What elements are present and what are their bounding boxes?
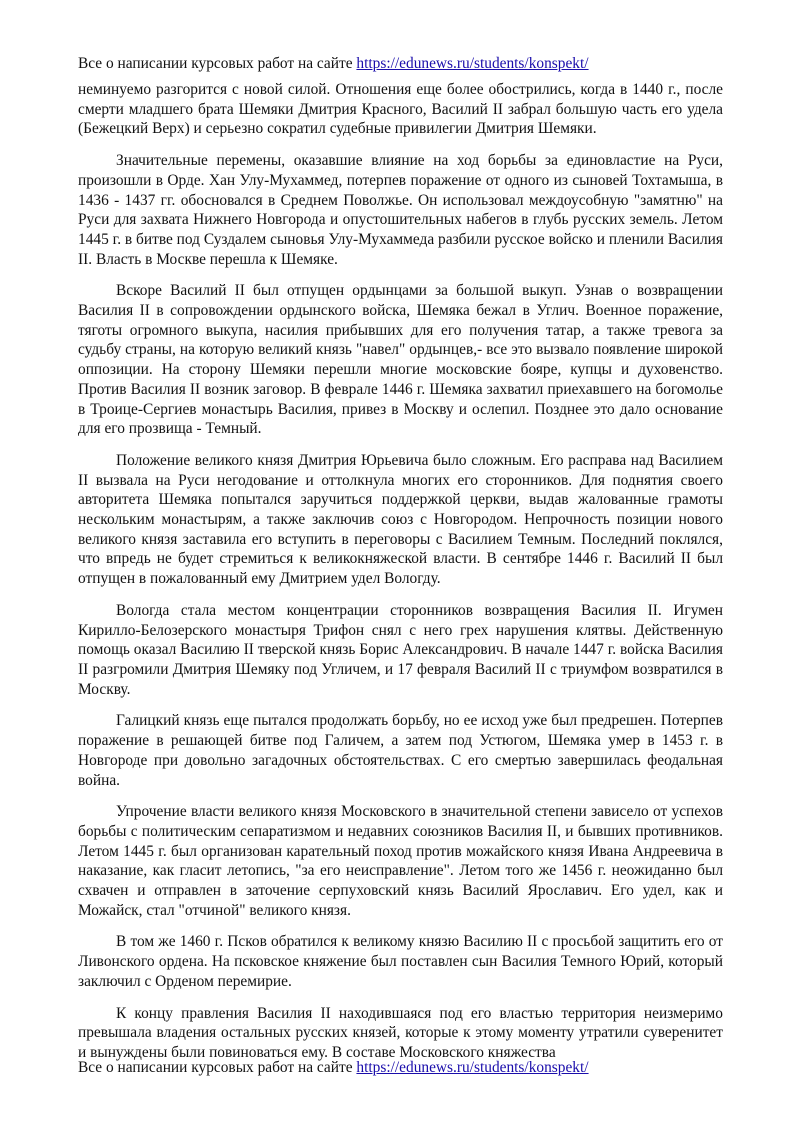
paragraph: К концу правления Василия II находившаяся под его властью территория неизмеримо превышала владения остальных русских князей, которые к этому моменту утратили суверенитет и вынуждены были повиноваться ему. В составе Московского княжества bbox=[78, 1004, 723, 1061]
paragraph: В том же 1460 г. Псков обратился к великому князю Василию II с просьбой защитить его от Ливонского ордена. На псковское княжение был поставлен сын Василия Темного Юрий, который заключил с Орденом перемирие. bbox=[78, 933, 723, 990]
paragraph: Галицкий князь еще пытался продолжать борьбу, но ее исход уже был предрешен. Потерпев поражение в решающей битве под Галичем, а затем под Устюгом, Шемяка умер в 1453 г. в Новгороде при довольно загадочных обстоятельствах. С его смертью завершилась феодальная война. bbox=[78, 712, 723, 789]
document-body bbox=[78, 80, 723, 1063]
footer-link[interactable]: https://edunews.ru/students/konspekt/ bbox=[356, 1059, 589, 1076]
header-text: Все о написании курсовых работ на сайте bbox=[78, 55, 357, 72]
document-page bbox=[78, 54, 723, 1075]
paragraph: Упрочение власти великого князя Московского в значительной степени зависело от успехов борьбы с политическим сепаратизмом и недавних союзников Василия II, и бывших противников. Летом 1445 г. был организован карательный поход против можайского князя Ивана Андреевича в наказание, как гласит летопись, "за его неисправление". Летом того же 1456 г. неожиданно был схвачен и отправлен в заточение серпуховский князь Василий Ярославич. Его удел, как и Можайск, стал "отчиной" великого князя. bbox=[78, 803, 723, 919]
paragraph: Положение великого князя Дмитрия Юрьевича было сложным. Его расправа над Василием II вызвала на Руси негодование и оттолкнула многих его сторонников. Для поднятия своего авторитета Шемяка попытался заручиться поддержкой церкви, выдав жалованные грамоты нескольким монастырям, а также заключив союз с Новгородом. Непрочность позиции нового великого князя заставила его вступить в переговоры с Василием Темным. Последний поклялся, что впредь не будет стремиться к великокняжеской власти. В сентябре 1446 г. Василий II был отпущен в пожалованный ему Дмитрием удел Вологду. bbox=[78, 451, 723, 588]
paragraph: неминуемо разгорится с новой силой. Отношения еще более обострились, когда в 1440 г., после смерти младшего брата Шемяки Дмитрия Красного, Василий II забрал большую часть его удела (Бежецкий Верх) и серьезно сократил судебные привилегии Дмитрия Шемяки. bbox=[78, 81, 723, 138]
header-link[interactable]: https://edunews.ru/students/konspekt/ bbox=[356, 55, 589, 72]
footer-text: Все о написании курсовых работ на сайте bbox=[78, 1059, 357, 1076]
page-header bbox=[78, 54, 723, 73]
paragraph: Значительные перемены, оказавшие влияние на ход борьбы за единовластие на Руси, произошли в Орде. Хан Улу-Мухаммед, потерпев поражение от одного из сыновей Тохтамыша, в 1436 - 1437 гг. обосновался в Среднем Поволжье. Он использовал междоусобную "замятню" на Руси для захвата Нижнего Новгорода и опустошительных набегов в глубь русских земель. Летом 1445 г. в битве под Суздалем сыновья Улу-Мухаммеда разбили русское войско и пленили Василия II. Власть в Москве перешла к Шемяке. bbox=[78, 152, 723, 268]
paragraph: Вскоре Василий II был отпущен ордынцами за большой выкуп. Узнав о возвращении Василия II в сопровождении ордынского войска, Шемяка бежал в Углич. Военное поражение, тяготы огромного выкупа, насилия прибывших для его получения татар, а также тревога за судьбу страны, на которую великий князь "навел" ордынцев,- все это вызвало появление широкой оппозиции. На сторону Шемяки перешли многие московские бояре, купцы и духовенство. Против Василия II возник заговор. В феврале 1446 г. Шемяка захватил приехавшего на богомолье в Троице-Сергиев монастырь Василия, привез в Москву и ослепил. Позднее это дало основание для его прозвища - Темный. bbox=[78, 282, 723, 438]
paragraph: Вологда стала местом концентрации сторонников возвращения Василия II. Игумен Кирилло-Белозерского монастыря Трифон снял с него грех нарушения клятвы. Действенную помощь оказал Василию II тверской князь Борис Александрович. В начале 1447 г. войска Василия II разгромили Дмитрия Шемяку под Угличем, и 17 февраля Василий II с триумфом возвратился в Москву. bbox=[78, 601, 723, 698]
page-footer bbox=[78, 1058, 589, 1077]
